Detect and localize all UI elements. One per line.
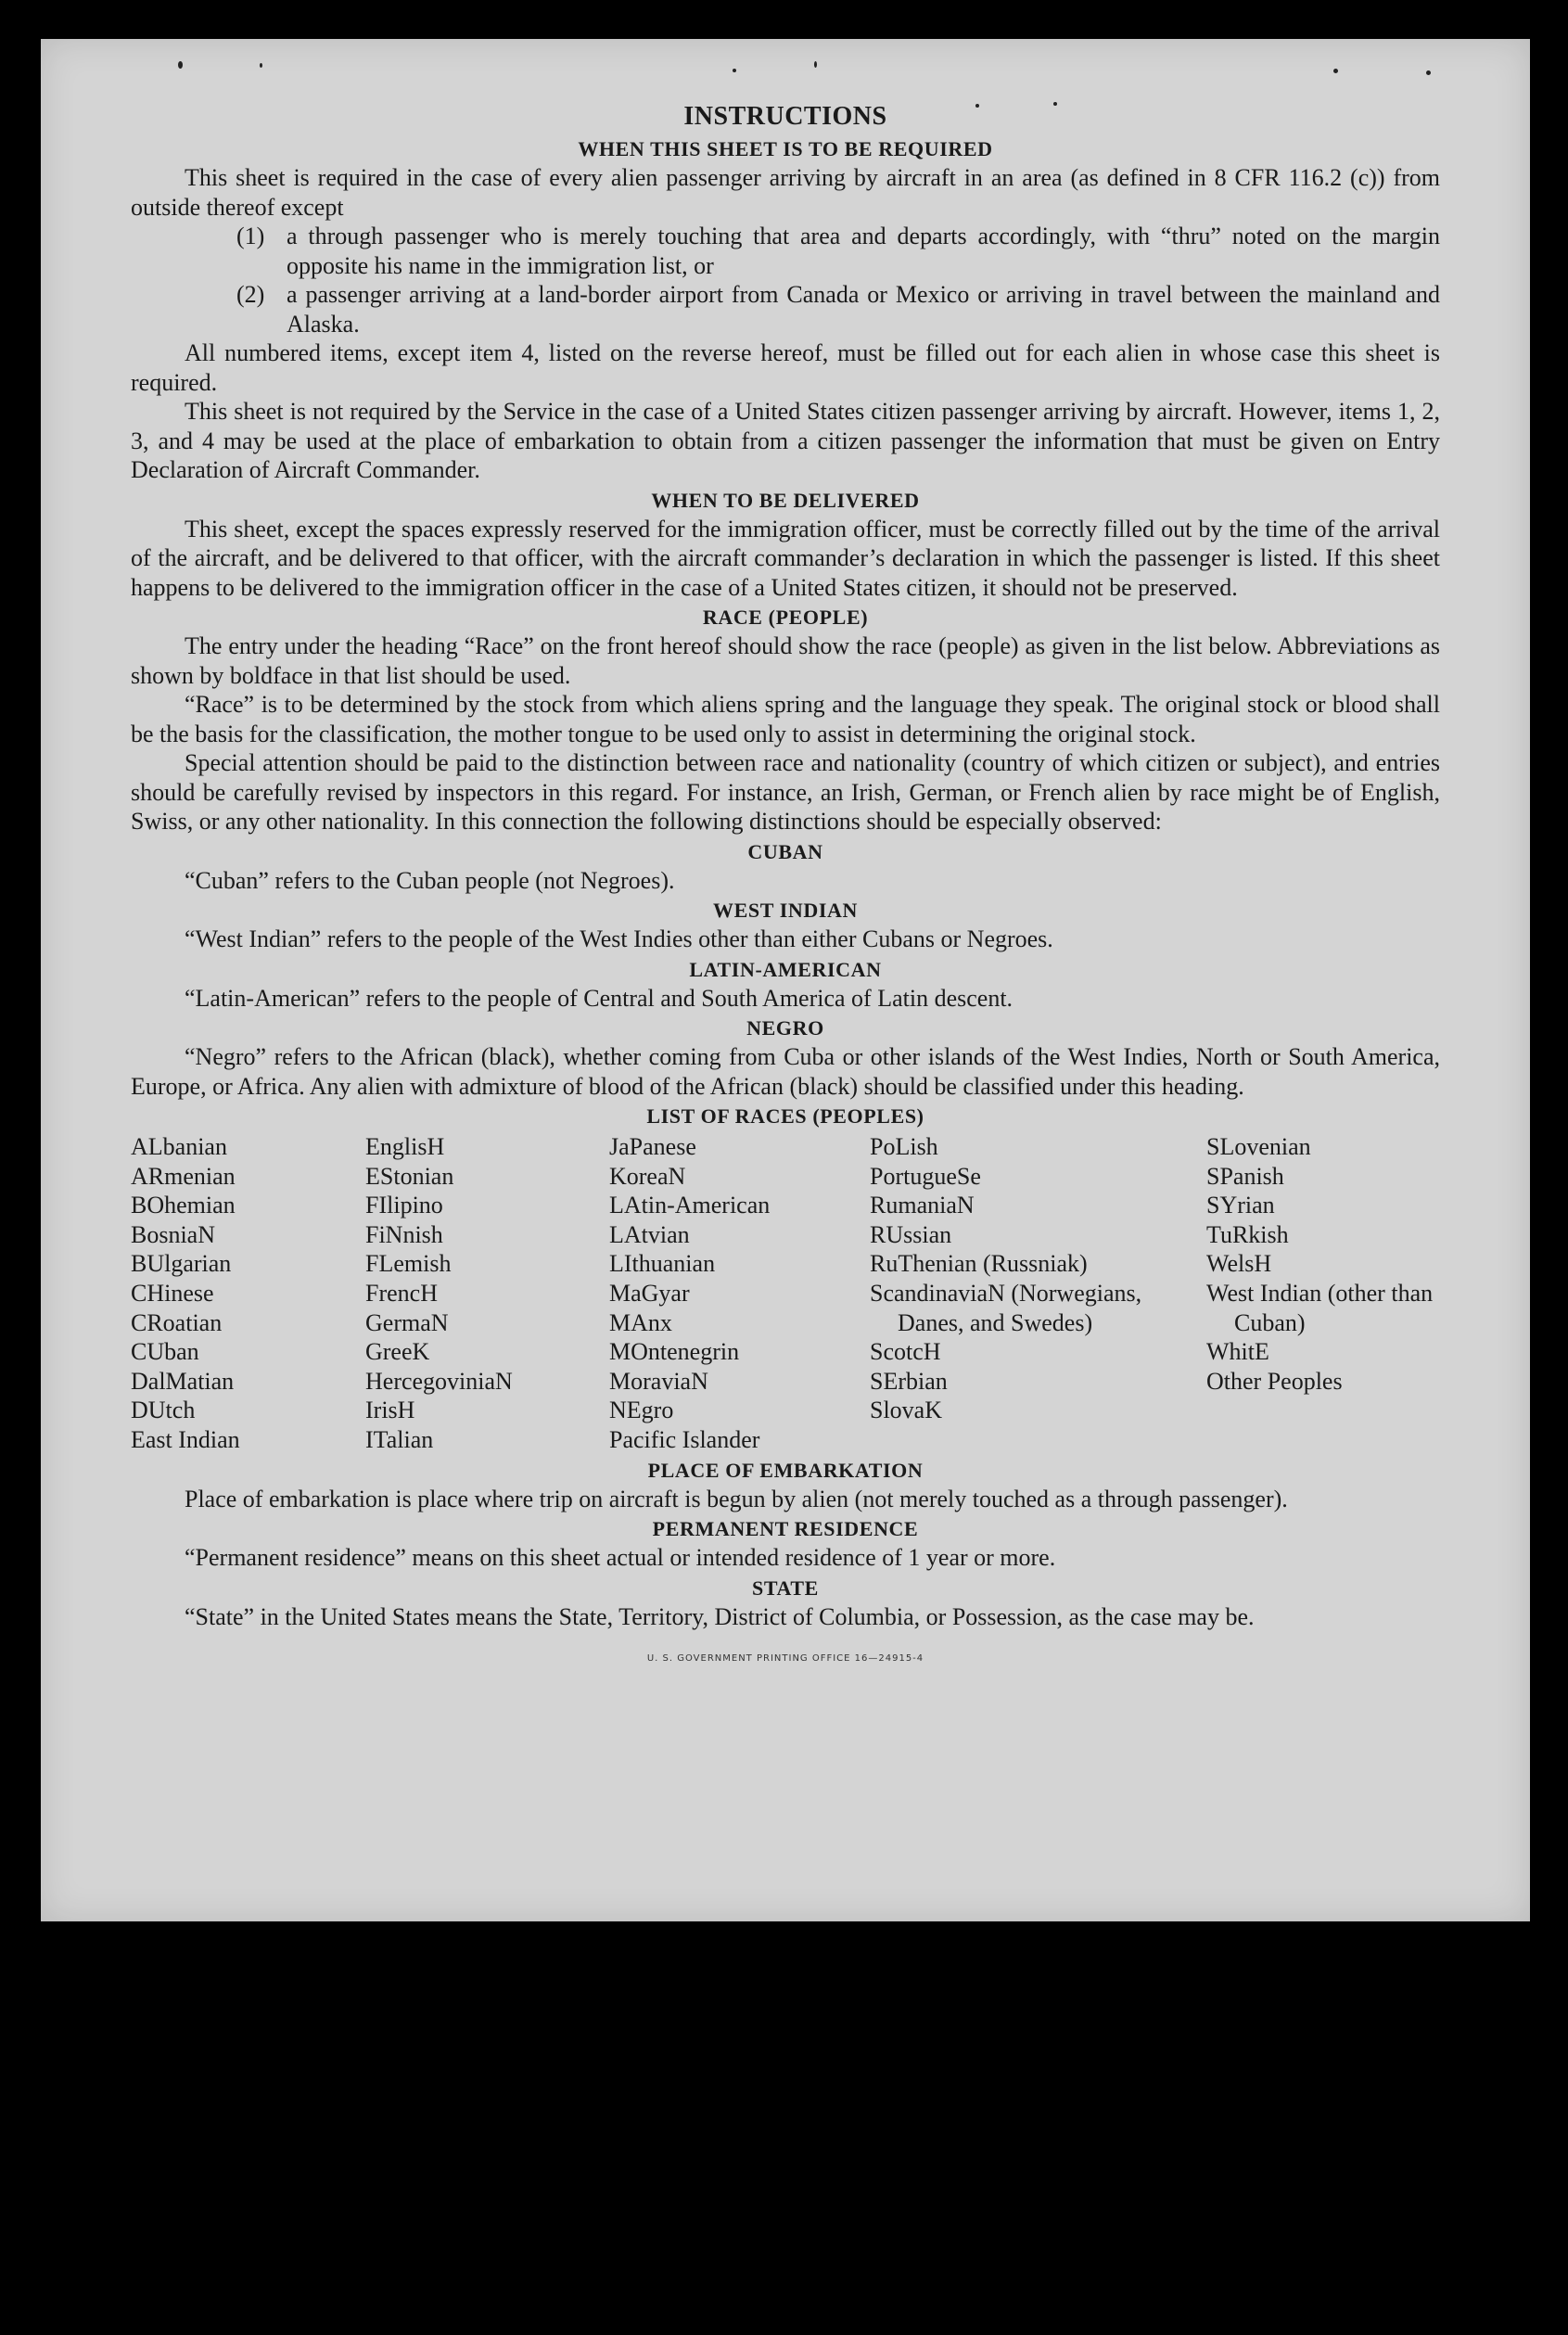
page-title: INSTRUCTIONS bbox=[683, 102, 887, 131]
race-entry: WhitE bbox=[1206, 1338, 1269, 1366]
race-entry: MAnx bbox=[609, 1308, 672, 1336]
section-heading-cuban: CUBAN bbox=[747, 839, 823, 863]
race-entry: RumaniaN bbox=[870, 1192, 975, 1219]
race-entry: IrisH bbox=[365, 1397, 415, 1424]
race-entry: KoreaN bbox=[609, 1162, 686, 1190]
race-entry: Pacific Islander bbox=[609, 1425, 760, 1453]
race-entry: LAtin-American bbox=[609, 1192, 771, 1219]
races-column-3 bbox=[609, 1132, 870, 1455]
numbered-items-paragraph: All numbered items, except item 4, listed on the reverse hereof, must be filled out for each alien in whose case this sheet is required. bbox=[131, 339, 1440, 396]
race-entry: MoraviaN bbox=[609, 1367, 708, 1395]
exception-item-2 bbox=[236, 280, 1440, 338]
race-entry: PortugueSe bbox=[870, 1162, 981, 1190]
race-entry: SLovenian bbox=[1206, 1133, 1311, 1160]
race-entry: ITalian bbox=[365, 1425, 434, 1453]
race-entry: WelsH bbox=[1206, 1250, 1272, 1278]
race-paragraph-3: Special attention should be paid to the distinction between race and nationality (country of which citizen or subject), and entries should be carefully revised by inspectors in this regard. For instance, an Irish, German, or French alien by race might be of English, Swiss, or any other nationality. In this connection the following distinctions should be especially observed: bbox=[131, 749, 1440, 835]
section-heading-when-delivered: WHEN TO BE DELIVERED bbox=[651, 488, 920, 512]
printing-office-footer: U. S. GOVERNMENT PRINTING OFFICE 16—24915-4 bbox=[646, 1653, 924, 1665]
west-indian-definition: “West Indian” refers to the people of the West Indies other than either Cubans or Negroes. bbox=[185, 925, 1053, 952]
races-column-2 bbox=[365, 1132, 609, 1455]
race-entry: SYrian bbox=[1206, 1192, 1275, 1219]
cuban-definition: “Cuban” refers to the Cuban people (not Negroes). bbox=[185, 866, 675, 894]
races-list bbox=[131, 1132, 1440, 1455]
state-definition: “State” in the United States means the State, Territory, District of Columbia, or Possession, as the case may be. bbox=[185, 1602, 1255, 1630]
race-entry: LIthuanian bbox=[609, 1250, 716, 1278]
race-entry: SlovaK bbox=[870, 1397, 942, 1424]
section-heading-list-of-races: LIST OF RACES (PEOPLES) bbox=[646, 1104, 924, 1128]
negro-definition: “Negro” refers to the African (black), whether coming from Cuba or other islands of the West Indies, North or South America, Europe, or Africa. Any alien with admixture of blood of the African (black) should be classified under this heading. bbox=[131, 1043, 1440, 1100]
latin-american-definition: “Latin-American” refers to the people of Central and South America of Latin descent. bbox=[185, 984, 1013, 1012]
race-entry: ALbanian bbox=[131, 1133, 227, 1160]
when-required-intro: This sheet is required in the case of every alien passenger arriving by aircraft in an area (as defined in 8 CFR 116.2 (c)) from outside thereof except bbox=[131, 164, 1440, 221]
item-number: (2) bbox=[236, 281, 265, 308]
scan-speck bbox=[260, 63, 262, 68]
race-entry: FIlipino bbox=[365, 1192, 443, 1219]
race-entry: ScotcH bbox=[870, 1338, 941, 1366]
race-entry: DUtch bbox=[131, 1397, 196, 1424]
race-paragraph-2: “Race” is to be determined by the stock from which aliens spring and the language they speak. The original stock or blood shall be the basis for the classification, the mother tongue to be used only to assist in determining the original stock. bbox=[131, 691, 1440, 747]
race-entry: DalMatian bbox=[131, 1367, 235, 1395]
item-text: a through passenger who is merely touching that area and departs accordingly, with “thru” noted on the margin opposite his name in the immigration list, or bbox=[287, 223, 1440, 279]
race-entry: ScandinaviaN (Norwegians, Danes, and Swedes) bbox=[870, 1279, 1142, 1336]
races-column-5 bbox=[1206, 1132, 1440, 1455]
race-entry: GermaN bbox=[365, 1308, 449, 1336]
section-heading-race: RACE (PEOPLE) bbox=[702, 606, 869, 629]
race-entry: Other Peoples bbox=[1206, 1367, 1343, 1395]
section-heading-residence: PERMANENT RESIDENCE bbox=[652, 1517, 919, 1541]
citizen-paragraph: This sheet is not required by the Service in the case of a United States citizen passenger arriving by aircraft. However, items 1, 2, 3, and 4 may be used at the place of embarkation to obtain from a citizen passenger the information that must be given on Entry Declaration of Aircraft Commander. bbox=[131, 398, 1440, 483]
exception-item-1 bbox=[236, 222, 1440, 280]
residence-definition: “Permanent residence” means on this sheet actual or intended residence of 1 year or more. bbox=[185, 1544, 1056, 1572]
races-column-1 bbox=[131, 1132, 365, 1455]
race-entry: CUban bbox=[131, 1338, 199, 1366]
race-entry: CRoatian bbox=[131, 1308, 223, 1336]
race-entry: ARmenian bbox=[131, 1162, 236, 1190]
race-entry: East Indian bbox=[131, 1425, 240, 1453]
scan-speck bbox=[814, 61, 817, 68]
race-entry: RuThenian (Russniak) bbox=[870, 1250, 1088, 1278]
race-entry: EnglisH bbox=[365, 1133, 445, 1160]
race-entry: MOntenegrin bbox=[609, 1338, 740, 1366]
race-entry: HercegoviniaN bbox=[365, 1367, 513, 1395]
race-entry: GreeK bbox=[365, 1338, 430, 1366]
document-sheet bbox=[41, 39, 1530, 1921]
race-entry: BosniaN bbox=[131, 1220, 215, 1248]
embarkation-definition: Place of embarkation is place where trip on aircraft is begun by alien (not merely touched as a through passenger). bbox=[185, 1485, 1288, 1512]
section-heading-west-indian: WEST INDIAN bbox=[713, 899, 858, 922]
item-number: (1) bbox=[236, 223, 265, 249]
scan-speck bbox=[733, 69, 736, 72]
section-heading-embarkation: PLACE OF EMBARKATION bbox=[647, 1458, 924, 1482]
scan-speck bbox=[178, 61, 183, 69]
scan-speck bbox=[1426, 70, 1431, 75]
race-entry: FrencH bbox=[365, 1279, 438, 1307]
section-heading-when-required: WHEN THIS SHEET IS TO BE REQUIRED bbox=[578, 137, 993, 160]
race-entry: BOhemian bbox=[131, 1192, 236, 1219]
race-entry: RUssian bbox=[870, 1220, 952, 1248]
race-entry: BUlgarian bbox=[131, 1250, 232, 1278]
race-entry: LAtvian bbox=[609, 1220, 690, 1248]
race-entry: TuRkish bbox=[1206, 1220, 1289, 1248]
race-entry: SErbian bbox=[870, 1367, 948, 1395]
when-delivered-paragraph: This sheet, except the spaces expressly reserved for the immigration officer, must be correctly filled out by the time of the arrival of the aircraft, and be delivered to that officer, with the aircraft commander’s declaration in which the passenger is listed. If this sheet happens to be delivered to the immigration officer in the case of a United States citizen, it should not be preserved. bbox=[131, 515, 1440, 601]
race-entry: JaPanese bbox=[609, 1133, 696, 1160]
race-entry: PoLish bbox=[870, 1133, 938, 1160]
race-entry: MaGyar bbox=[609, 1279, 690, 1307]
race-entry: FLemish bbox=[365, 1250, 452, 1278]
race-entry: FiNnish bbox=[365, 1220, 443, 1248]
race-paragraph-1: The entry under the heading “Race” on the front hereof should show the race (people) as given in the list below. Abbreviations as shown by boldface in that list should be used. bbox=[131, 632, 1440, 689]
item-text: a passenger arriving at a land-border airport from Canada or Mexico or arriving in travel between the mainland and Alaska. bbox=[287, 281, 1440, 338]
instructions-content bbox=[131, 100, 1440, 1674]
race-entry: SPanish bbox=[1206, 1162, 1284, 1190]
scan-speck bbox=[1333, 69, 1338, 73]
races-column-4 bbox=[870, 1132, 1206, 1455]
section-heading-latin-american: LATIN-AMERICAN bbox=[689, 957, 882, 981]
race-entry: EStonian bbox=[365, 1162, 454, 1190]
race-entry: West Indian (other than Cuban) bbox=[1206, 1279, 1434, 1336]
race-entry: CHinese bbox=[131, 1279, 214, 1307]
section-heading-state: STATE bbox=[752, 1576, 819, 1600]
race-entry: NEgro bbox=[609, 1397, 674, 1424]
section-heading-negro: NEGRO bbox=[746, 1016, 824, 1040]
